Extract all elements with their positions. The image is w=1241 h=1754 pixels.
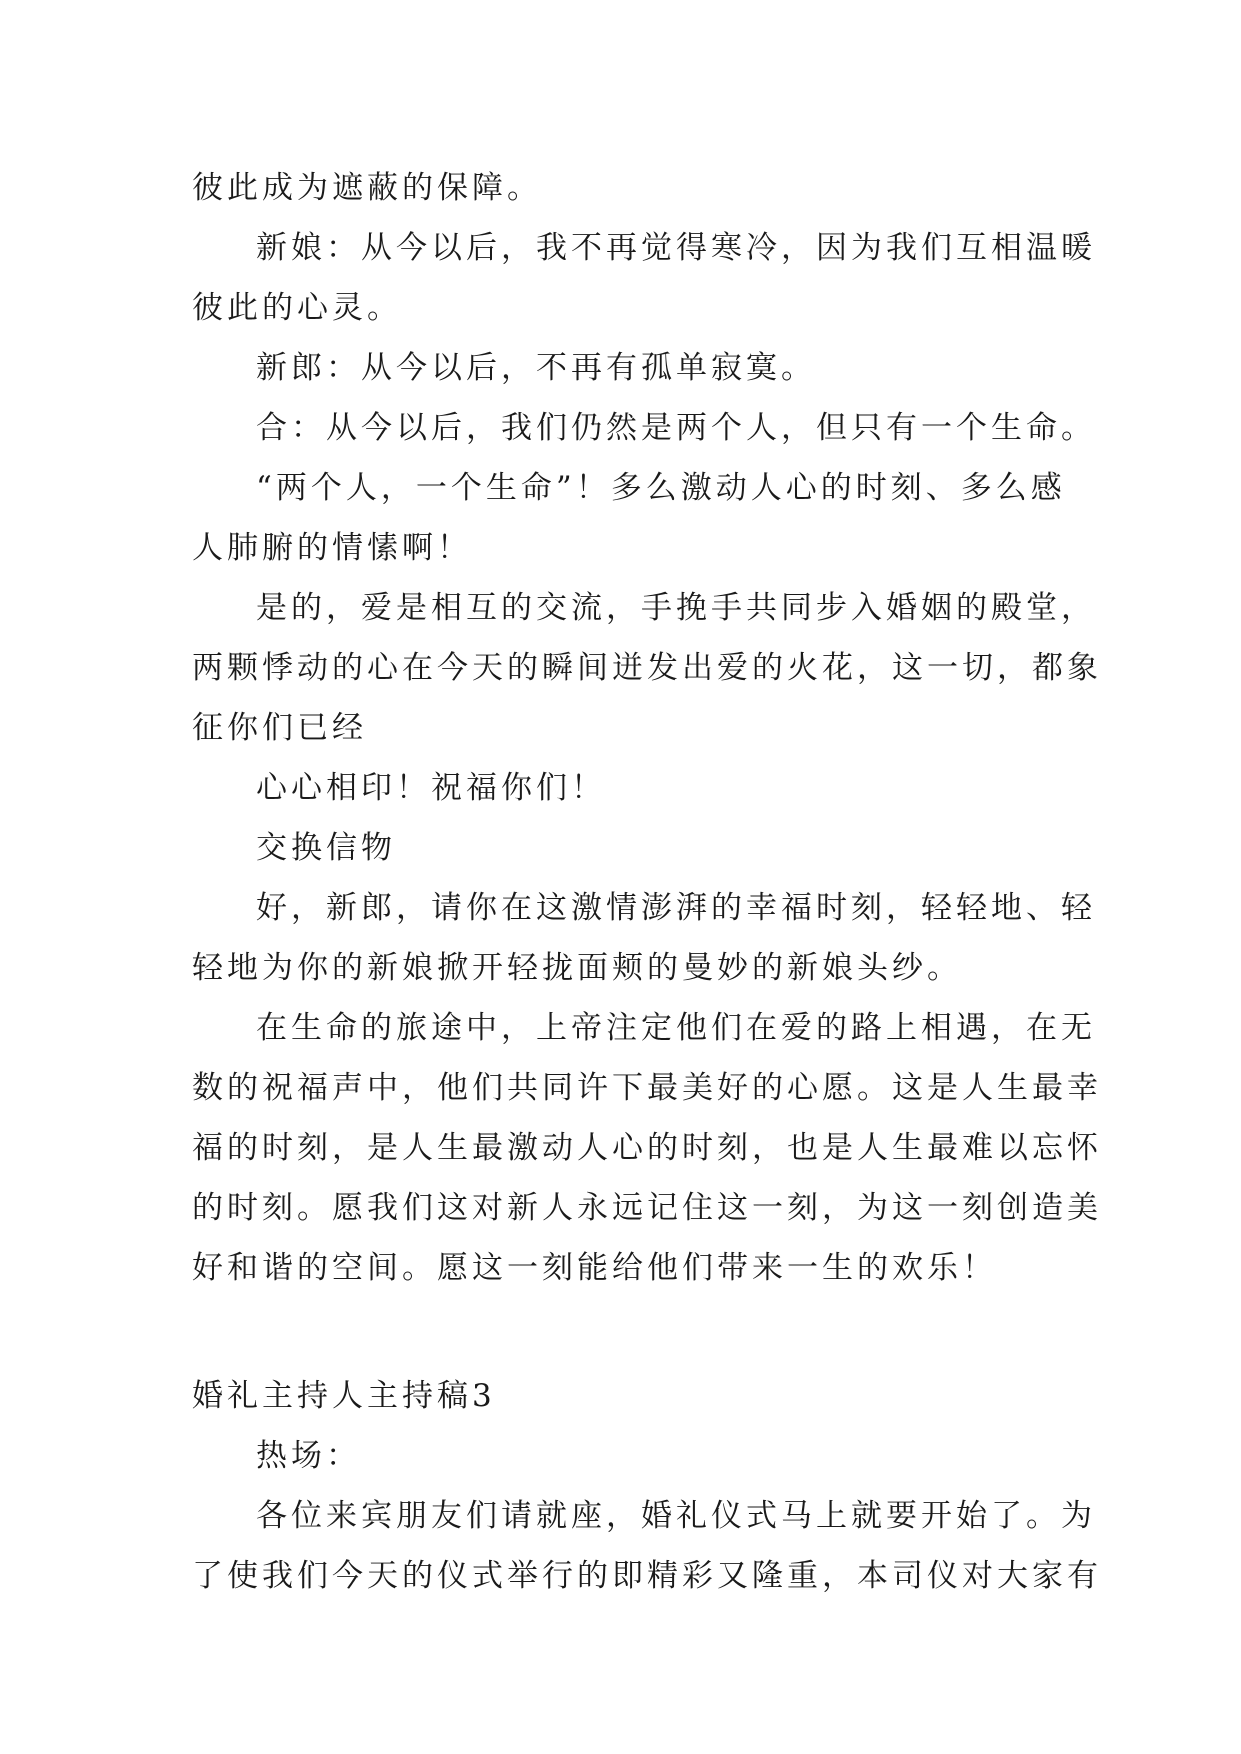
text-line: 了使我们今天的仪式举行的即精彩又隆重，本司仪对大家有 xyxy=(192,1558,1102,1594)
text-line: 福的时刻，是人生最激动人心的时刻，也是人生最难以忘怀 xyxy=(192,1130,1102,1166)
document-body xyxy=(192,158,1102,1606)
paragraphs-part-1 xyxy=(192,158,1102,1298)
text-line: 征你们已经 xyxy=(192,710,367,746)
text-line: 各位来宾朋友们请就座，婚礼仪式马上就要开始了。为 xyxy=(256,1498,1096,1534)
text-line: 彼此的心灵。 xyxy=(192,290,402,326)
text-line: 轻地为你的新娘掀开轻拢面颊的曼妙的新娘头纱。 xyxy=(192,950,962,986)
text-line: 心心相印！祝福你们！ xyxy=(256,770,606,806)
text-line: 彼此成为遮蔽的保障。 xyxy=(192,170,542,206)
text-line: 好，新郎，请你在这激情澎湃的幸福时刻，轻轻地、轻 xyxy=(256,890,1096,926)
text-line: 在生命的旅途中，上帝注定他们在爱的路上相遇，在无 xyxy=(256,1010,1096,1046)
text-line: 热场： xyxy=(256,1438,361,1474)
text-line: 新郎：从今以后，不再有孤单寂寞。 xyxy=(256,350,816,386)
paragraphs-part-2 xyxy=(192,1426,1102,1606)
text-line: 交换信物 xyxy=(256,830,396,866)
text-line: 好和谐的空间。愿这一刻能给他们带来一生的欢乐！ xyxy=(192,1250,997,1286)
text-line: 新娘：从今以后，我不再觉得寒冷，因为我们互相温暖 xyxy=(256,230,1096,266)
text-line: 合：从今以后，我们仍然是两个人，但只有一个生命。 xyxy=(256,410,1096,446)
text-line: “两个人，一个生命”！多么激动人心的时刻、多么感 xyxy=(256,470,1066,506)
text-line: 的时刻。愿我们这对新人永远记住这一刻，为这一刻创造美 xyxy=(192,1190,1102,1226)
text-line: 是的，爱是相互的交流，手挽手共同步入婚姻的殿堂， xyxy=(256,590,1096,626)
section-gap xyxy=(192,1298,1052,1366)
text-line: 两颗悸动的心在今天的瞬间迸发出爱的火花，这一切，都象 xyxy=(192,650,1102,686)
text-line: 人肺腑的情愫啊！ xyxy=(192,530,472,566)
text-line: 数的祝福声中，他们共同许下最美好的心愿。这是人生最幸 xyxy=(192,1070,1102,1106)
section-title: 婚礼主持人主持稿3 xyxy=(192,1378,496,1414)
